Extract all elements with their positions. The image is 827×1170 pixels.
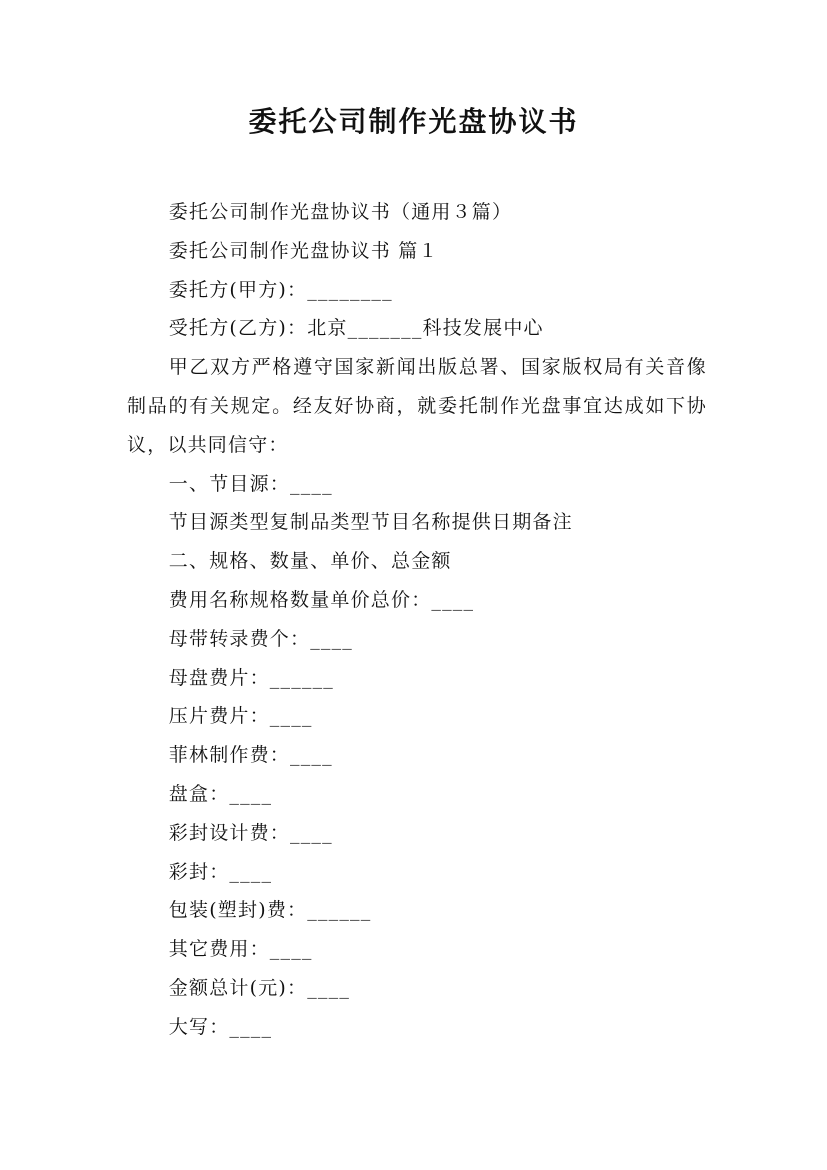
paragraph-packaging-fee: 包装(塑封)费：______ [168,899,372,922]
paragraph-source-columns: 节目源类型复制品类型节目名称提供日期备注 [168,511,573,534]
paragraph-master-disc-fee: 母盘费片：______ [168,666,334,689]
paragraph-pressing-fee: 压片费片：____ [168,705,313,728]
paragraph-film-fee: 菲林制作费：____ [168,744,333,767]
paragraph-section-title: 委托公司制作光盘协议书 篇１ [168,239,439,262]
paragraph-preamble: 甲乙双方严格遵守国家新闻出版总署、国家版权局有关音像制品的有关规定。经友好协商，就委托制作光盘事宜达成如下协议，以共同信守： [127,356,707,456]
paragraph-master-tape-fee: 母带转录费个：____ [168,627,353,650]
paragraph-party-a: 委托方(甲方)：________ [168,278,393,301]
paragraph-other-fees: 其它费用：____ [168,938,313,961]
paragraph-program-source: 一、节目源：____ [168,472,333,495]
paragraph-spec-heading: 二、规格、数量、单价、总金额 [168,550,452,573]
paragraph-total-amount: 金额总计(元)：____ [168,976,351,999]
paragraph-disc-case: 盘盒：____ [168,782,273,805]
paragraph-cover-design-fee: 彩封设计费：____ [168,821,333,844]
document-title: 委托公司制作光盘协议书 [248,105,579,138]
paragraph-color-cover: 彩封：____ [168,860,273,883]
paragraph-heading: 委托公司制作光盘协议书（通用３篇） [168,201,513,223]
paragraph-amount-in-words: 大写：____ [168,1015,273,1038]
document-body [127,193,707,1047]
paragraph-fee-columns: 费用名称规格数量单价总价：____ [168,588,475,611]
paragraph-party-b: 受托方(乙方)：北京_______科技发展中心 [168,317,544,340]
